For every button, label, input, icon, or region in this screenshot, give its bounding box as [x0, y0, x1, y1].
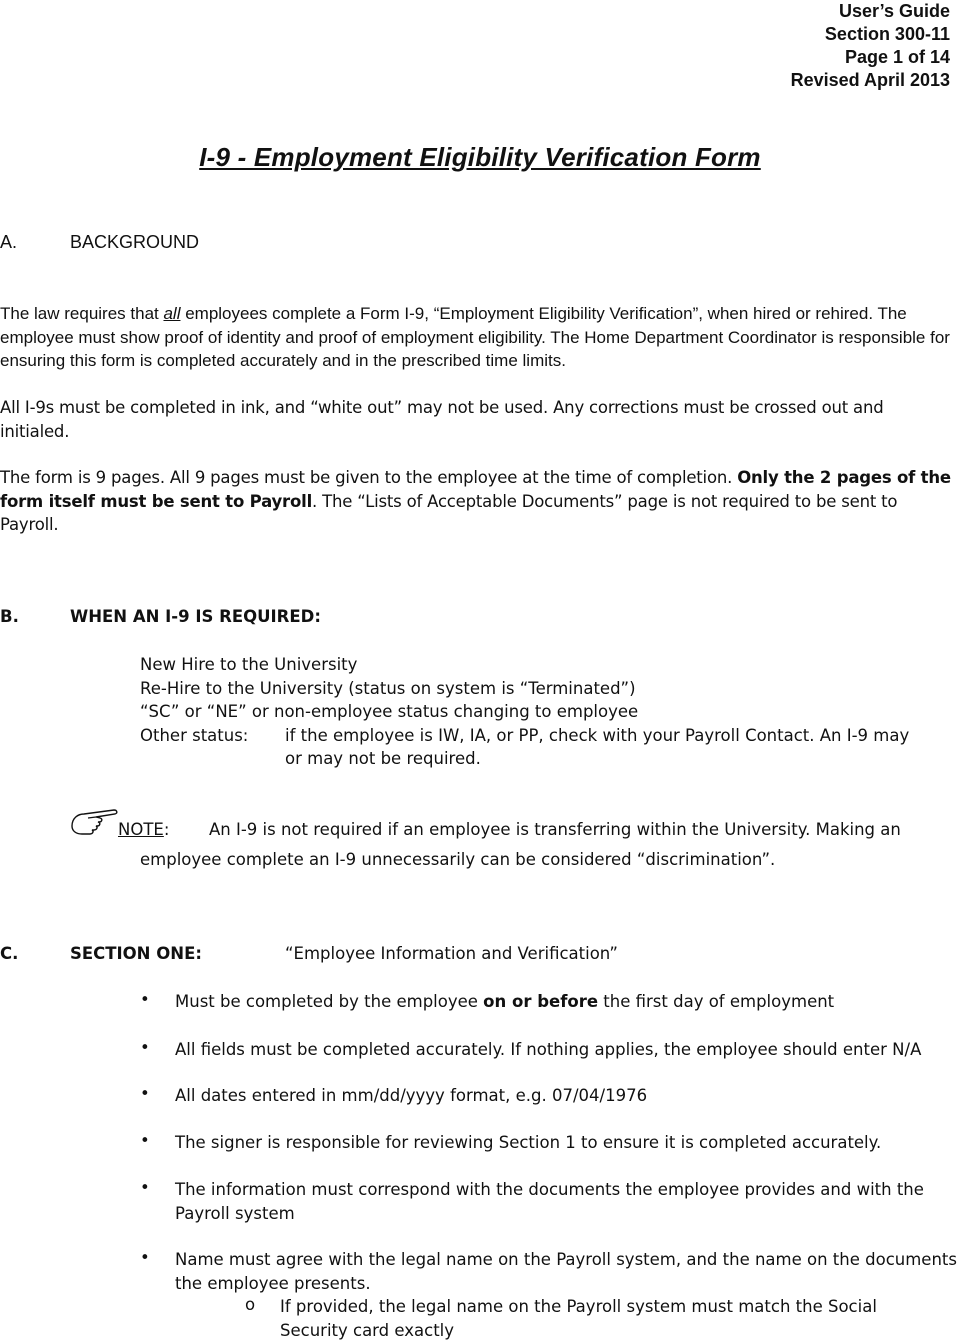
bullet-icon: •: [140, 1131, 150, 1150]
bullet-icon: •: [140, 1178, 150, 1197]
list-item: Re-Hire to the University (status on system is “Terminated”): [140, 678, 636, 698]
para3-lead: The form is 9 pages. All 9 pages must be given to the employee at the time of completion.: [0, 468, 738, 487]
other-status-line-1: if the employee is IW, IA, or PP, check with your Payroll Contact. An I-9 may: [285, 725, 910, 745]
bullet-text-4: The signer is responsible for reviewing Section 1 to ensure it is completed accurately.: [175, 1133, 882, 1152]
document-title: I-9 - Employment Eligibility Verification Form: [199, 142, 761, 172]
bullet-text-5: The information must correspond with the documents the employee provides and with the Payroll system: [175, 1180, 924, 1223]
sub-bullet-text: If provided, the legal name on the Payroll system must match the Social Security card exactly: [280, 1297, 877, 1340]
bullet-1-tail: the first day of employment: [598, 992, 835, 1011]
para1-body: employees complete a Form I-9, “Employment Eligibility Verification”, when hired or rehired. The employee must show proof of identity and proof of employment eligibility. The Home Department Coordinator is responsible for ensuring this form is completed accurately and in the prescribed time limits.: [0, 304, 950, 370]
section-b-title: WHEN AN I-9 IS REQUIRED:: [70, 607, 321, 626]
para1-lead: The law requires that: [0, 304, 164, 323]
para1-emphasis: all: [163, 304, 181, 323]
bullet-1-lead: Must be completed by the employee: [175, 992, 484, 1011]
header-page: Page 1 of 14: [844, 47, 950, 67]
section-c-title: SECTION ONE:: [70, 944, 202, 963]
para3-body: . The “Lists of Acceptable Documents” page is not required to be sent to Payroll.: [0, 491, 898, 534]
note-block: [118, 820, 960, 839]
document-header: [791, 0, 950, 92]
list-item-other: [140, 724, 960, 771]
bullet-icon: •: [140, 990, 150, 1009]
bullet-text-2: All fields must be completed accurately. If nothing applies, the employee should enter N/A: [175, 1040, 922, 1059]
other-status-line-2: or may not be required.: [285, 749, 481, 768]
section-a-paragraph-3: [0, 466, 955, 537]
pointing-hand-icon: [70, 804, 120, 838]
sub-bullet-marker: o: [245, 1295, 256, 1314]
section-c-letter: C.: [0, 944, 19, 963]
list-item: “SC” or “NE” or non-employee status changing to employee: [140, 702, 639, 721]
bullet-icon: •: [140, 1248, 150, 1267]
header-guide: User’s Guide: [838, 1, 950, 21]
section-a-heading: [0, 232, 200, 253]
section-c-heading: [0, 944, 202, 963]
other-status-label: Other status:: [140, 725, 249, 745]
section-a-paragraph-1: [0, 302, 955, 373]
note-line-2: employee complete an I-9 unnecessarily can be considered “discrimination”.: [140, 850, 776, 869]
section-b-letter: B.: [0, 607, 19, 626]
header-revised: Revised April 2013: [790, 70, 950, 90]
bullet-1-bold: on or before: [483, 992, 599, 1011]
note-label: NOTE: [118, 820, 164, 839]
section-c-subtitle: “Employee Information and Verification”: [285, 944, 618, 963]
note-line-1: An I-9 is not required if an employee is transferring within the University. Making an: [209, 820, 901, 839]
section-a-paragraph-2: All I-9s must be completed in ink, and “white out” may not be used. Any corrections must be crossed out and initialed.: [0, 398, 884, 441]
para3-bold: Only the 2 pages of the form itself must be sent to Payroll: [0, 468, 951, 511]
list-item: New Hire to the University: [140, 655, 358, 674]
header-section: Section 300-11: [824, 24, 950, 44]
bullet-text-6: Name must agree with the legal name on the Payroll system, and the name on the documents the employee presents.: [175, 1250, 957, 1293]
bullet-text-3: All dates entered in mm/dd/yyyy format, e.g. 07/04/1976: [175, 1086, 648, 1105]
section-a-title: BACKGROUND: [70, 232, 200, 252]
bullet-text-1: [175, 990, 960, 1014]
bullet-icon: •: [140, 1084, 150, 1103]
note-colon: :: [163, 820, 170, 839]
section-b-heading: [0, 607, 321, 626]
bullet-icon: •: [140, 1038, 150, 1057]
section-a-letter: A.: [0, 232, 18, 252]
section-b-list: [140, 653, 960, 771]
